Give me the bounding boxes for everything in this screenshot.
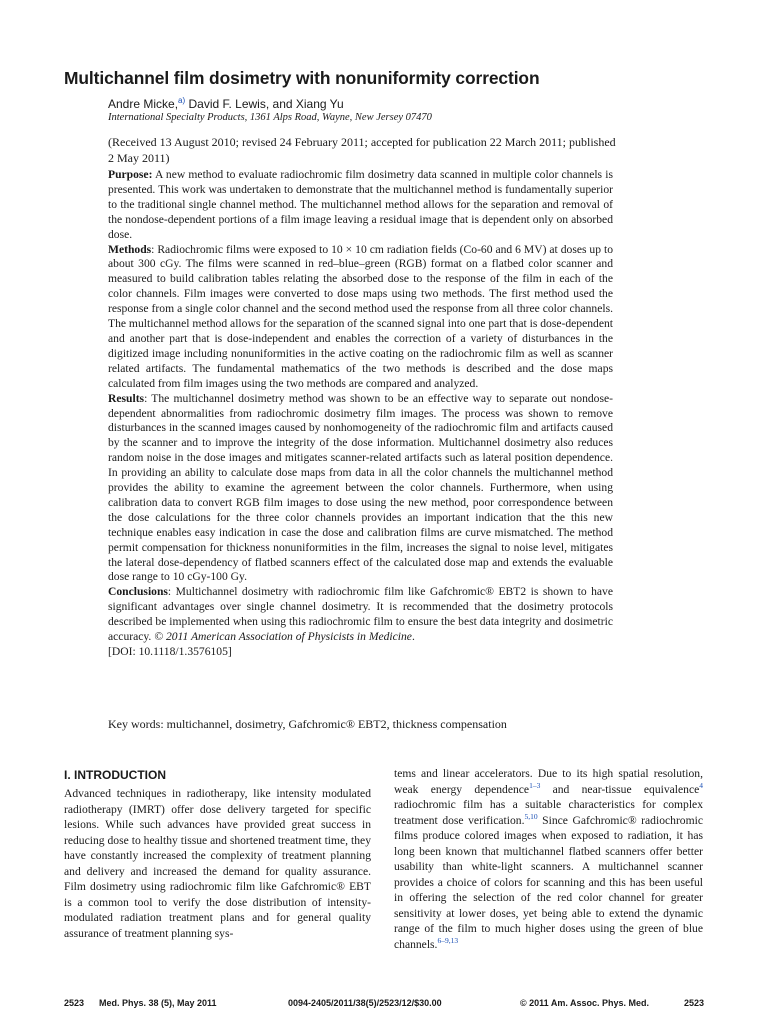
citation-link[interactable]: 6–9,13 xyxy=(437,935,459,945)
footer-issn: 0094-2405/2011/38(5)/2523/12/$30.00 xyxy=(288,998,442,1008)
abstract-copyright: © 2011 American Association of Physicists in Medicine xyxy=(154,630,412,644)
footer-journal: Med. Phys. 38 (5), May 2011 xyxy=(99,998,217,1008)
abstract-results xyxy=(108,392,613,586)
purpose-text: A new method to evaluate radiochromic film dosimetry data scanned in multiple color channels is presented. This work was undertaken to demonstrate that the multichannel method is fundamentally superior to the traditional single channel method. The multichannel method allows for the separation and removal of the nondose-dependent portions of a film image leaving a residual image that is dependent only on absorbed dose. xyxy=(108,168,613,241)
page-footer xyxy=(64,998,704,1012)
methods-label: Methods xyxy=(108,242,152,256)
abstract-conclusions xyxy=(108,585,613,645)
author-footnote-link[interactable]: a) xyxy=(178,96,186,105)
author-first: Andre Micke, xyxy=(108,97,179,111)
intro-text: tems and linear accelerators. Due to its high spatial resolution, weak energy dependence xyxy=(394,767,703,796)
methods-text: : Radiochromic films were exposed to 10 × 10 cm radiation fields (Co-60 and 6 MV) at doses up to about 300 cGy. The films were scanned in red–blue–green (RGB) format on a flatbed color scanner and measured to build calibration tables relating the absorbed dose to the response of the film in each of the color channels. Film images were converted to dose maps using two methods. The first method used the response from a single color channel and the second method used the response from all three color channels. The multichannel method allows for the separation of the scanned signal into one part that is dose-dependent and another part that is dose-independent and enables the correction of a variety of disturbances in the digitized image including nonuniformities in the active coating on the radiochromic film as well as scanner related artifacts. The fundamental mathematics of the two methods is described and the dose maps calculated from film images using the two methods are compared and analyzed. xyxy=(108,242,613,390)
publication-dates: (Received 13 August 2010; revised 24 February 2011; accepted for publication 22 March 2011; published 2 May 2011) xyxy=(108,135,616,165)
conclusions-text: : Multichannel dosimetry with radiochromic film like Gafchromic® EBT2 is shown to have significant advantages over single channel dosimetry. It is recommended that the dosimetry protocols described be implemented when using this radiochromic film to ensure the best data integrity and dosimetric accuracy. xyxy=(108,585,613,644)
doi-link[interactable]: [DOI: 10.1118/1.3576105] xyxy=(108,645,232,658)
article-title: Multichannel film dosimetry with nonuniformity correction xyxy=(64,68,540,88)
intro-text: and near-tissue equivalence xyxy=(540,782,700,796)
citation-link[interactable]: 1–3 xyxy=(529,780,541,790)
copyright-period: . xyxy=(411,630,415,644)
section-heading-introduction: I. INTRODUCTION xyxy=(64,768,166,782)
citation-link[interactable]: 5,10 xyxy=(524,811,538,821)
footer-copyright: © 2011 Am. Assoc. Phys. Med. xyxy=(520,998,650,1008)
conclusions-label: Conclusions xyxy=(108,585,168,599)
keywords: Key words: multichannel, dosimetry, Gafchromic® EBT2, thickness compensation xyxy=(108,717,507,731)
footer-page-number-right: 2523 xyxy=(683,998,704,1008)
intro-text: Since Gafchromic® radiochromic films produce colored images when exposed to radiation, it has long been known that multichannel flatbed scanners offer better usability than white-light scanners. A multichannel scanner provides a choice of colors for scanning and this has been useful in offering the selection of the red color channel for greater sensitivity at lower doses, yet being able to extend the dynamic range of the film to much higher doses using the green of blue channels. xyxy=(394,813,703,951)
results-label: Results xyxy=(108,391,145,405)
abstract xyxy=(108,168,613,660)
author-rest: David F. Lewis, and Xiang Yu xyxy=(185,97,344,111)
abstract-purpose xyxy=(108,168,613,243)
author-affiliation: International Specialty Products, 1361 Alps Road, Wayne, New Jersey 07470 xyxy=(108,112,432,123)
intro-column-left: Advanced techniques in radiotherapy, like intensity modulated radiotherapy (IMRT) offer dose delivery targeted for specific lesions. While such advances have provided great success in reducing dose to healthy tissue and shortened treatment time, they have constantly increased the complexity of treatment planning and delivery and increased the demand for quality assurance. Film dosimetry using radiochromic film like Gafchromic® EBT is a common tool to verify the dose distribution of intensity-modulated radiation treatment plans and for general quality assurance of treatment planning sys- xyxy=(64,787,371,940)
results-text: : The multichannel dosimetry method was shown to be an effective way to separate out nondose-dependent abnormalities from radiochromic dosimetry film images. The process was shown to remove disturbances in the scanned images caused by nonhomogeneity of the radiochromic film and artifacts caused by the scanner and to improve the integrity of the dose information. Multichannel dosimetry also reduces random noise in the dose images and mitigates scanner-related artifacts such as lateral position dependence. In providing an ability to calculate dose maps from data in all the color channels the multichannel method provides the ability to examine the agreement between the color channels. Furthermore, when using calibration data to convert RGB film images to dose using the new method, poor correspondence between the dose calculations for the three color channels provides an important indication that the this new technique enables easy indication in case the dose and calibration films are curve mismatched. The method permit compensation for thickness nonuniformities in the film, increases the signal to noise level, mitigates the lateral dose-dependency of flatbed scanners effect of the calculated dose map and extends the evaluable dose range to 10 cGy-100 Gy. xyxy=(108,391,613,584)
abstract-methods xyxy=(108,243,613,392)
intro-text: radiochromic film has a suitable characteristics for complex treatment dose verification. xyxy=(394,798,703,827)
author-list xyxy=(108,97,344,111)
intro-column-right xyxy=(394,766,703,952)
purpose-label: Purpose: xyxy=(108,168,153,181)
citation-link[interactable]: 4 xyxy=(699,780,704,790)
footer-page-number-left: 2523 xyxy=(64,998,85,1008)
